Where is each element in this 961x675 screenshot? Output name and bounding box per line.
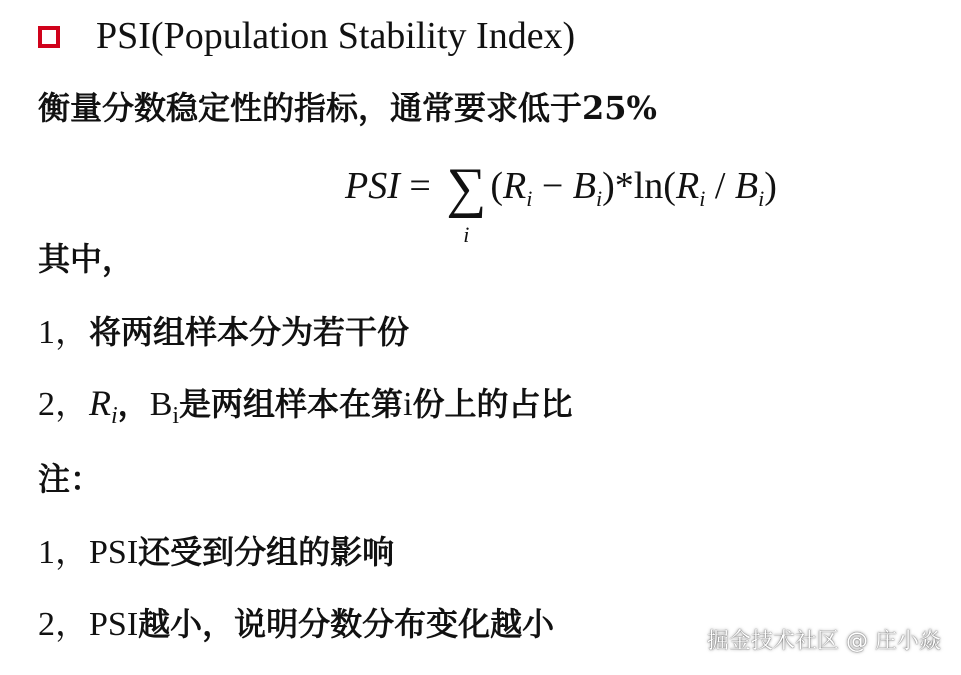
formula-r2: R — [675, 165, 700, 207]
note-2-text: 越小，说明分数分布变化越小 — [138, 605, 555, 643]
formula-b2: B — [734, 165, 759, 207]
formula-r2-sub: i — [699, 186, 706, 211]
sigma-index: i — [463, 222, 470, 247]
page-title: PSI(Population Stability Index) — [96, 15, 576, 57]
item-2-number: 2， — [38, 386, 89, 423]
item-2 — [38, 385, 573, 428]
item-2-sep: ， — [117, 385, 150, 423]
item-1 — [38, 313, 410, 351]
formula-times-ln: )*ln( — [602, 165, 676, 207]
formula-slash: / — [714, 165, 726, 207]
item-2-r-var: $R_i$ — [89, 383, 118, 429]
formula-equals: = — [409, 165, 431, 207]
note-label-line — [38, 460, 103, 498]
watermark: 掘金技术社区 @ 庄小焱 — [707, 629, 941, 654]
note-2-number: 2， — [38, 606, 89, 643]
psi-formula — [345, 157, 777, 247]
sigma-sum — [444, 157, 488, 247]
note-2-psi: PSI — [89, 606, 139, 643]
formula-r-sub: i — [526, 186, 533, 211]
item-2-text-b: 份上的占比 — [412, 385, 573, 423]
note-1-psi: PSI — [89, 534, 139, 571]
title-row — [38, 14, 575, 58]
description-line — [38, 89, 657, 127]
square-bullet-icon — [38, 26, 60, 48]
note-2 — [38, 605, 555, 643]
item-2-i: i — [403, 386, 413, 423]
formula-b2-sub: i — [758, 186, 765, 211]
formula-r: R — [502, 165, 527, 207]
item-2-text-a: 是两组样本在第 — [179, 385, 404, 423]
note-1 — [38, 533, 395, 571]
note-1-text: 还受到分组的影响 — [138, 533, 395, 571]
where-label: 其中， — [38, 240, 135, 278]
note-label: 注： — [38, 460, 103, 498]
formula-b-sub: i — [595, 186, 603, 211]
item-2-b-var: $B_i$ — [149, 386, 180, 429]
item-1-number: 1， — [38, 314, 89, 351]
formula-b: B — [572, 165, 596, 207]
note-1-number: 1， — [38, 534, 89, 571]
formula-minus: − — [541, 165, 564, 207]
formula-lhs: PSI — [345, 165, 400, 207]
where-label-line — [38, 240, 135, 278]
item-1-text: 将两组样本分为若干份 — [89, 313, 410, 351]
sigma-symbol: ∑ — [446, 157, 487, 219]
formula-close-paren: ) — [764, 165, 777, 207]
formula-open-paren: ( — [490, 165, 503, 207]
description-text: 衡量分数稳定性的指标，通常要求低于25% — [38, 89, 657, 127]
